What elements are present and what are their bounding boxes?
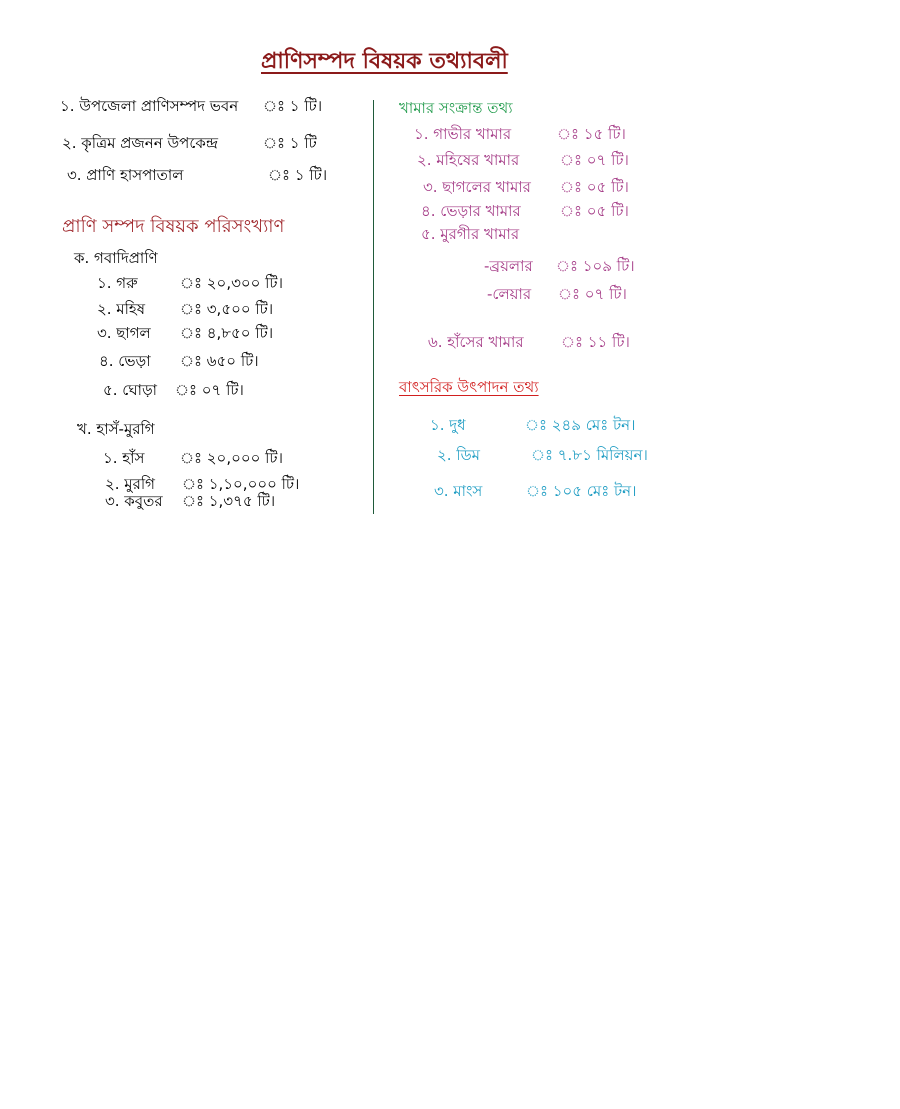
production-label: ২. ডিম [437,446,480,464]
farm-value: ঃ ১৫ টি। [557,125,626,143]
farm-label: ২. মহিষের খামার [417,151,520,169]
facility-value: ঃ ১ টি [263,134,317,152]
livestock-value: ঃ ৪,৮৫০ টি। [180,324,274,342]
farm-label: ১. গাভীর খামার [414,125,512,143]
poultry-heading: খ. হাসঁ-মুরগি [77,420,155,438]
production-value: ঃ ১০৫ মেঃ টন। [526,482,637,500]
farm-value: ঃ ১১ টি। [561,333,630,351]
farm-label: ৬. হাঁসের খামার [428,333,524,351]
livestock-label: ১. গরু [97,274,138,292]
page-title: প্রাণিসম্পদ বিষয়ক তথ্যাবলী [261,49,508,74]
stats-heading: প্রাণি সম্পদ বিষয়ক পরিসংখ্যাণ [62,216,285,237]
facility-label: ৩. প্রাণি হাসপাতাল [67,166,184,184]
production-value: ঃ ২৪৯ মেঃ টন। [525,416,636,434]
production-value: ঃ ৭.৮১ মিলিয়ন। [531,446,648,464]
farm-value: ঃ ১০৯ টি। [556,257,635,275]
farm-label: ৩. ছাগলের খামার [423,178,531,196]
farm-value: ঃ ০৫ টি। [560,202,629,220]
farm-value: ঃ ০৭ টি। [560,151,629,169]
farm-heading: খামার সংক্রান্ত তথ্য [399,99,513,117]
livestock-heading: ক. গবাদিপ্রাণি [74,249,158,267]
poultry-label: ২. মুরগি [105,475,155,493]
poultry-value: ঃ ২০,০০০ টি। [180,449,283,467]
livestock-value: ঃ ২০,৩০০ টি। [180,274,283,292]
livestock-value: ঃ ৩,৫০০ টি। [180,300,274,318]
production-label: ৩. মাংস [434,482,483,500]
poultry-value: ঃ ১,১০,০০০ টি। [182,475,300,493]
production-label: ১. দুধ [430,416,466,434]
livestock-label: ২. মহিষ [97,300,146,318]
farm-label: ৪. ভেড়ার খামার [421,202,521,220]
facility-label: ২. কৃত্রিম প্রজনন উপকেন্দ্র [62,134,219,152]
facility-value: ঃ ১ টি। [268,166,328,184]
livestock-value: ঃ ৬৫০ টি। [180,352,259,370]
poultry-label: ১. হাঁস [103,449,145,467]
facility-value: ঃ ১ টি। [263,97,323,115]
farm-label: ৫. মুরগীর খামার [421,225,520,243]
farm-value: ঃ ০৫ টি। [560,178,629,196]
livestock-label: ৫. ঘোড়া [103,381,158,399]
farm-label: -লেয়ার [487,285,532,303]
livestock-value: ঃ ০৭ টি। [175,381,244,399]
production-heading: বাৎসরিক উৎপাদন তথ্য [399,378,539,396]
livestock-label: ৪. ভেড়া [99,352,151,370]
livestock-label: ৩. ছাগল [97,324,151,342]
farm-value: ঃ ০৭ টি। [558,285,627,303]
facility-label: ১. উপজেলা প্রাণিসম্পদ ভবন [60,97,239,115]
poultry-label: ৩. কবুতর [105,492,163,510]
farm-label: -ব্রয়লার [484,257,533,275]
poultry-value: ঃ ১,৩৭৫ টি। [182,492,276,510]
column-divider [373,100,374,514]
